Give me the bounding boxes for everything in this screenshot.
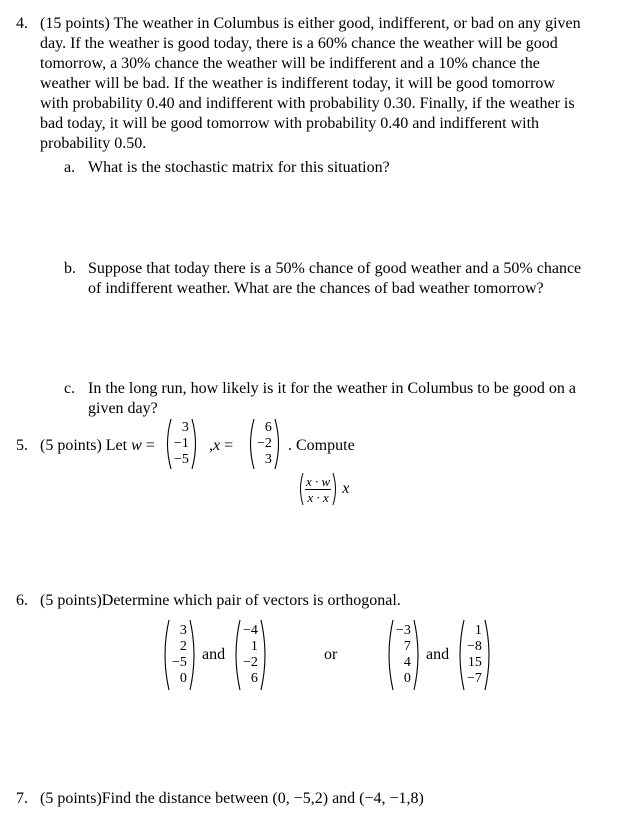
- q7-number: 7.: [16, 790, 28, 807]
- q5-w-var: w: [131, 437, 142, 454]
- left-paren-icon: [163, 418, 172, 470]
- q5-x-entries: [255, 420, 274, 468]
- q4-number: 4.: [16, 15, 28, 32]
- right-paren-icon: [332, 472, 339, 506]
- q5-trailing-x: x: [342, 480, 350, 497]
- q4c-label: c.: [64, 380, 76, 397]
- q4c-line: In the long run, how likely is it for the weather in Columbus to be good on a: [88, 380, 576, 397]
- q5-eq: =: [141, 437, 155, 454]
- vector-entry: −4: [243, 623, 258, 638]
- vector-entry: −7: [467, 671, 482, 686]
- q6-pair1-a: [160, 619, 199, 691]
- q5-expression: [297, 471, 349, 507]
- q6-pair2-a-entries: [394, 623, 413, 687]
- q5-eq2: =: [220, 437, 234, 454]
- q6-and-1: and: [202, 646, 226, 663]
- vector-entry: −5: [174, 452, 189, 467]
- q4-line: day. If the weather is good today, there is a 60% chance the weather will be good: [40, 35, 558, 52]
- q4-line: (15 points) The weather in Columbus is either good, indifferent, or bad on any given: [40, 15, 581, 32]
- vector-entry: 3: [264, 452, 272, 467]
- q4-line: probability 0.50.: [40, 135, 147, 152]
- vector-entry: 1: [250, 639, 258, 654]
- right-paren-icon: [274, 418, 283, 470]
- q4-line: weather will be bad. If the weather is indifferent today, it will be good tomorrow: [40, 75, 555, 92]
- q6-pair2-b: [455, 619, 494, 691]
- vector-entry: −2: [243, 655, 258, 670]
- q4b-line: of indifferent weather. What are the chances of bad weather tomorrow?: [88, 280, 544, 297]
- vector-entry: −1: [174, 436, 189, 451]
- vector-entry: 6: [250, 671, 258, 686]
- vector-entry: 6: [264, 420, 272, 435]
- q6-and-2: and: [426, 646, 450, 663]
- q4-line: tomorrow, a 30% chance the weather will be indifferent and a 10% chance the: [40, 55, 540, 72]
- q5-x-var: x: [213, 437, 221, 454]
- vector-entry: 3: [179, 623, 187, 638]
- vector-entry: 4: [403, 655, 411, 670]
- left-paren-icon: [297, 472, 304, 506]
- vector-entry: −5: [172, 655, 187, 670]
- q6-number: 6.: [16, 592, 28, 609]
- q5-compute: . Compute: [288, 437, 355, 454]
- right-paren-icon: [260, 619, 270, 691]
- vector-entry: 3: [181, 420, 189, 435]
- left-paren-icon: [160, 619, 170, 691]
- q4a-label: a.: [64, 159, 76, 176]
- right-paren-icon: [413, 619, 423, 691]
- right-paren-icon: [484, 619, 494, 691]
- q4b-line: Suppose that today there is a 50% chance of good weather and a 50% chance: [88, 260, 582, 277]
- q4b-text: [88, 259, 618, 299]
- fraction-numerator: x · w: [306, 473, 331, 489]
- q4c-text: [88, 379, 618, 419]
- q6-pair1-b: [231, 619, 270, 691]
- vector-entry: 0: [179, 671, 187, 686]
- q5-comma: ,: [209, 437, 213, 454]
- q7-text: (5 points)Find the distance between (0, −5,2) and (−4, −1,8): [40, 790, 424, 807]
- q6-pair2-b-entries: [465, 623, 484, 687]
- left-paren-icon: [246, 418, 255, 470]
- vector-entry: −3: [396, 623, 411, 638]
- q5-w-entries: [172, 420, 191, 468]
- vector-entry: −8: [467, 639, 482, 654]
- q4-text: [40, 14, 618, 154]
- q6-or: or: [324, 646, 338, 663]
- vector-entry: 1: [474, 623, 482, 638]
- left-paren-icon: [231, 619, 241, 691]
- fraction-denominator: x · x: [307, 489, 329, 505]
- right-paren-icon: [191, 418, 200, 470]
- vector-entry: 15: [467, 655, 482, 670]
- q4-line: bad today, it will be good tomorrow with probability 0.40 and indifferent with: [40, 115, 540, 132]
- q5-fraction: [304, 474, 332, 505]
- vector-entry: 2: [179, 639, 187, 654]
- q4a-text: What is the stochastic matrix for this situation?: [88, 159, 390, 176]
- q6-pair1-a-entries: [170, 623, 189, 687]
- q4-line: with probability 0.40 and indifferent with probability 0.30. Finally, if the weather is: [40, 95, 575, 112]
- vector-entry: 0: [403, 671, 411, 686]
- q4b-label: b.: [64, 260, 76, 277]
- q5-w-vector: [163, 418, 200, 470]
- vector-entry: 7: [403, 639, 411, 654]
- q6-text: (5 points)Determine which pair of vectors is orthogonal.: [40, 592, 401, 609]
- q5-prefix-text: (5 points) Let: [40, 437, 132, 454]
- left-paren-icon: [455, 619, 465, 691]
- q6-pair2-a: [384, 619, 423, 691]
- q6-pair1-b-entries: [241, 623, 260, 687]
- q5-mid: [209, 436, 233, 456]
- q5-prefix: [40, 436, 155, 456]
- q5-x-vector: [246, 418, 283, 470]
- right-paren-icon: [189, 619, 199, 691]
- q5-number: 5.: [16, 437, 28, 454]
- q4c-line: given day?: [88, 400, 158, 417]
- left-paren-icon: [384, 619, 394, 691]
- vector-entry: −2: [257, 436, 272, 451]
